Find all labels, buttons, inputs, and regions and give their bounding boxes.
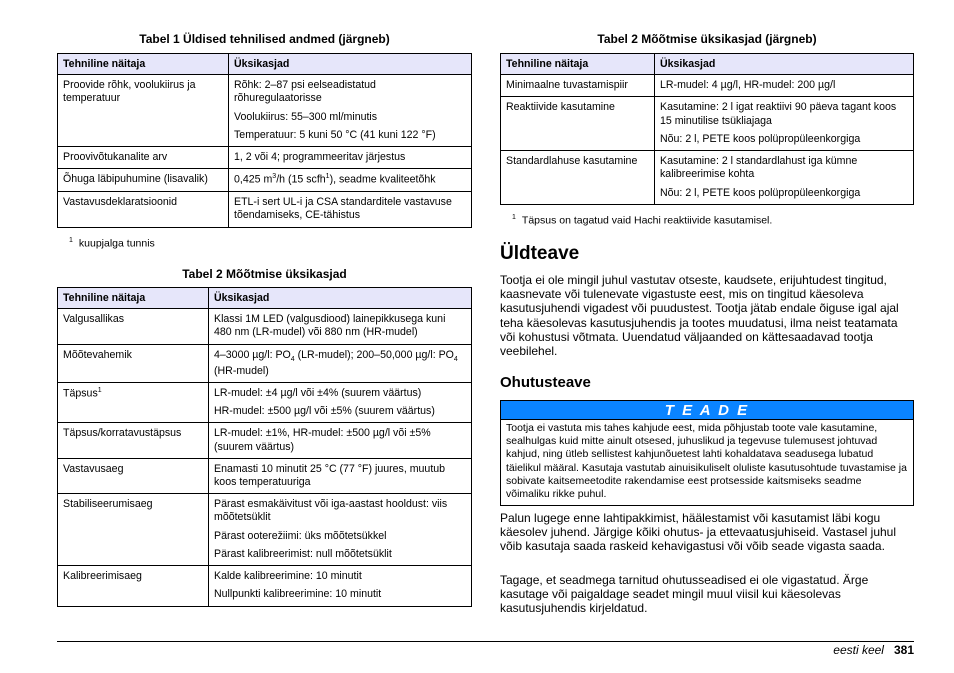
general-paragraph: Tootja ei ole mingil juhul vastutav otseste, kaudsete, erijuhtudest tingitud, kaasnevate või tulenevate vigastuste eest, mis on tingitud käesoleva kasutusjuhendi vigadest või puudustest. Tootja jätab endale õiguse igal ajal teha käesolevas kasutusjuhendis ja tootes muudatusi, ilma neist teatamata või kohustusi võtmata. Uuendatud väljaanded on kättesaadavad tootja veebilehel. [500,273,899,359]
cell-line: Kasutamine: 2 l igat reaktiivi 90 päeva tagant koos 15 minutilise tsükliajaga [660,101,897,127]
value-text: ), seadme kvaliteetõhk [329,173,436,186]
table3-footnote [512,214,772,227]
subscript: 4 [453,355,458,363]
footer-language: eesti keel [833,643,884,657]
notice-box [500,400,914,506]
footer-divider [57,641,914,642]
table-row [58,192,472,227]
cell-line: Nõu: 2 l, PETE koos polüpropüleenkorgiga [660,186,861,199]
footnote-mark: 1 [69,237,73,244]
page-number: 381 [893,643,914,657]
table-cell-value [209,382,472,422]
table-cell-value [655,151,914,205]
table2-caption: Tabel 2 Mõõtmise üksikasjad [182,267,347,281]
cell-line: Pärast esmakäivitust või iga-aastast hooldust: viis mõõtetsüklit [214,498,448,524]
notice-label: T E A D E [501,401,913,420]
table-header-row [58,54,472,75]
cell-line: LR-mudel: ±4 µg/l või ±4% (suurem väärtus) [214,386,422,399]
page-footer [833,643,914,657]
cell-line: Kasutamine: 2 l standardlahust iga kümne kalibreerimise kohta [660,155,858,181]
superscript: 1 [97,386,102,394]
table-cell-label: Vastavusaeg [58,458,209,493]
table-cell-label: Minimaalne tuvastamispiir [501,75,655,97]
footnote-text: kuupjalga tunnis [78,237,155,250]
cell-line: Pärast kalibreerimist: null mõõtetsüklit [214,547,392,560]
table-cell-value: LR-mudel: 4 µg/l, HR-mudel: 200 µg/l [655,75,914,97]
table-row [58,75,472,147]
table-cell-value: ETL-i sert UL-i ja CSA standarditele vastavuse tõendamiseks, CE-tähistus [229,192,472,227]
table-cell-value: 1, 2 või 4; programmeeritav järjestus [229,147,472,169]
table-row [58,382,472,422]
cell-line: HR-mudel: ±500 µg/l või ±5% (suurem väärtus) [214,405,435,418]
table-header: Tehniline näitaja [58,288,209,309]
table-cell-label: Proovide rõhk, voolukiirus ja temperatuur [58,75,229,147]
table-cell-label: Kalibreerimisaeg [58,566,209,606]
cell-line: Rõhk: 2–87 psi eelseadistatud rõhuregulaatorisse [234,79,376,105]
table-cell-label: Mõõtevahemik [58,344,209,382]
table-cell-label: Valgusallikas [58,309,209,344]
table-row [501,75,914,97]
table-row [58,423,472,458]
table-row [501,151,914,205]
value-text: (HR-mudel) [214,364,269,377]
table-header: Üksikasjad [209,288,472,309]
footnote-mark: 1 [512,214,516,221]
table-cell-value: Klassi 1M LED (valgusdiood) lainepikkusega kuni 480 nm (LR-mudel) või 880 nm (HR-mudel) [209,309,472,344]
table-row [58,458,472,493]
table1 [57,53,472,228]
cell-line: Nõu: 2 l, PETE koos polüpropüleenkorgiga [660,132,861,145]
cell-line: Pärast ooterežiimi: üks mõõtetsükkel [214,529,387,542]
table-cell-label: Reaktiivide kasutamine [501,97,655,151]
value-text: 0,425 m [234,173,273,186]
section-heading-safety: Ohutusteave [500,374,591,391]
table-cell-value [209,344,472,382]
superscript: 3 [272,173,277,181]
table-cell-label: Standardlahuse kasutamine [501,151,655,205]
safety-paragraph-1: Palun lugege enne lahtipakkimist, häälestamist või kasutamist läbi kogu käesolev juhend. Järgige kõiki ohutus- ja ettevaatusjuhiseid. Vastasel juhul võib kasutaja saada raskeid kehavigastusi või võib seade vigasta saada. [500,511,897,554]
label-text: Täpsus [63,387,98,400]
table-row [58,344,472,382]
section-heading-general: Üldteave [500,243,580,264]
table-header: Üksikasjad [229,54,472,75]
table-cell-label: Proovivõtukanalite arv [58,147,229,169]
value-text: (LR-mudel); 200–50,000 µg/l: PO [294,348,454,361]
table-cell-label: Stabiliseerumisaeg [58,494,209,566]
table-row [58,494,472,566]
table3-caption: Tabel 2 Mõõtmise üksikasjad (järgneb) [597,32,817,46]
table-cell-label: Vastavusdeklaratsioonid [58,192,229,227]
table-cell-label: Õhuga läbipuhumine (lisavalik) [58,169,229,192]
table-cell-value: Enamasti 10 minutit 25 °C (77 °F) juures, muutub koos temperatuuriga [209,458,472,493]
table-cell-label: Täpsus/korratavustäpsus [58,423,209,458]
table-row [501,97,914,151]
table2 [57,287,472,607]
value-text: /h (15 scfh [276,173,326,186]
table-header: Tehniline näitaja [58,54,229,75]
table-cell-value [209,566,472,606]
table-header-row [501,54,914,75]
table-cell-value [655,97,914,151]
table-cell-value [229,169,472,192]
table-header: Üksikasjad [655,54,914,75]
cell-line: Kalde kalibreerimine: 10 minutit [214,570,362,583]
table-cell-value: LR-mudel: ±1%, HR-mudel: ±500 µg/l või ±5% (suurem väärtus) [209,423,472,458]
table-row [58,169,472,192]
table3 [500,53,914,205]
table-row [58,147,472,169]
notice-text: Tootja ei vastuta mis tahes kahjude eest, mida põhjustab toote vale kasutamine, sealhulgas kuid mitte ainult otsesed, juhuslikud ja tegevuse tulemusest johtuvad kahjud, ning ütleb sellistest kahjunõuetest lahti kohaldatava seadusega lubatud täielikul määral. Kasutaja vastutab ainuisikuliselt oluliste kasutusohtude tuvastamise ja sobivate kaitsemeetodite rakendamise eest protsesside kaitsmiseks seadme võimaliku rikke puhul. [506,422,907,501]
table-row [58,566,472,606]
table-cell-label [58,382,209,422]
table-header-row [58,288,472,309]
cell-line: Nullpunkti kalibreerimine: 10 minutit [214,588,382,601]
table-header: Tehniline näitaja [501,54,655,75]
superscript: 1 [325,173,330,181]
table-cell-value [229,75,472,147]
subscript: 4 [290,355,295,363]
footnote-text: Täpsus on tagatud vaid Hachi reaktiivide kasutamisel. [521,214,773,227]
cell-line: Temperatuur: 5 kuni 50 °C (41 kuni 122 °F) [234,128,436,141]
cell-line: Voolukiirus: 55–300 ml/minutis [234,110,378,123]
table1-footnote [69,237,155,250]
value-text: 4–3000 µg/l: PO [214,348,291,361]
safety-paragraph-2: Tagage, et seadmega tarnitud ohutusseadised ei ole vigastatud. Ärge kasutage või paigaldage seadet mingil muul viisil kui käesolevas kasutusjuhendis kirjeldatud. [500,573,869,616]
table1-caption: Tabel 1 Üldised tehnilised andmed (järgneb) [139,32,390,46]
table-row [58,309,472,344]
table-cell-value [209,494,472,566]
